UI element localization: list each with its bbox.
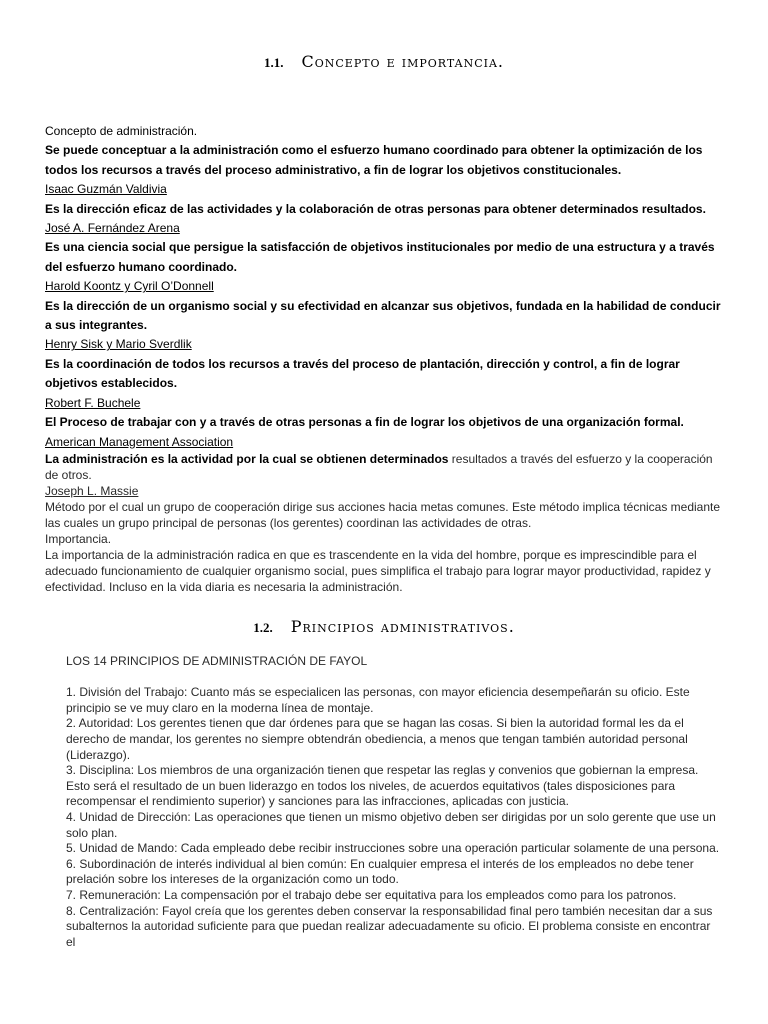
- principle-item: 6. Subordinación de interés individual al bien común: En cualquier empresa el interés de los empleados no debe tener prelación sobre los intereses de la organización como un todo.: [66, 856, 694, 887]
- ama-rest-text: resultados a través del esfuerzo y la cooperación de otros.: [45, 452, 713, 482]
- principle-item: 2. Autoridad: Los gerentes tienen que dar órdenes para que se hagan las cosas. Si bien la autoridad formal les da el derecho de mandar, los gerentes no siempre obtendrán obediencia, a menos que tengan también autoridad personal (Liderazgo).: [66, 716, 688, 762]
- author-name: Robert F. Buchele: [45, 395, 141, 410]
- definition-text: Es la coordinación de todos los recursos a través del proceso de plantación, dirección y control, a fin de lograr objetivos establecidos.: [45, 356, 680, 391]
- definition-text: Es la dirección de un organismo social y su efectividad en alcanzar sus objetivos, fundada en la habilidad de conducir a sus integrantes.: [45, 298, 721, 333]
- author-name: Henry Sisk y Mario Sverdlik: [45, 337, 192, 352]
- section-number: 1.1.: [263, 55, 284, 70]
- spacer: [66, 670, 720, 686]
- concept-text: Se puede conceptuar a la administración como el esfuerzo humano coordinado para obtener la optimización de los todos los recursos a través del proceso administrativo, a fin de lograr los objetivos constitucionales.: [45, 143, 703, 177]
- definition-text: El Proceso de trabajar con y a través de otras personas a fin de lograr los objetivos de una organización formal.: [45, 415, 684, 430]
- principle-item: 3. Disciplina: Los miembros de una organización tienen que respetar las reglas y convenios que gobiernan la empresa. Esto será el resultado de un buen liderazgo en todos los niveles, de acuerdos equitativos (tales disposiciones para recompensar el rendimiento superior) y sanciones para las infracciones, aplicadas con justicia.: [66, 763, 699, 809]
- definitions-block: [45, 122, 725, 452]
- section-title: Concepto e importancia.: [301, 52, 504, 71]
- principles-heading: LOS 14 PRINCIPIOS DE ADMINISTRACIÓN DE FAYOL: [66, 654, 368, 668]
- importance-text: La importancia de la administración radica en que es trascendente en la vida del hombre, porque es imprescindible para el adecuado funcionamiento de cualquier organismo social, pues simplifica el trabajo para lograr mayor productividad, rapidez y efectividad. Incluso en la vida diaria es necesaria la administración.: [45, 548, 711, 594]
- section-heading-2: [0, 617, 768, 637]
- concept-label: Concepto de administración.: [45, 124, 198, 138]
- author-name: Isaac Guzmán Valdivia: [45, 182, 167, 197]
- author-name: José A. Fernández Arena: [45, 221, 180, 236]
- principle-item: 1. División del Trabajo: Cuanto más se especialicen las personas, con mayor eficiencia desempeñarán su oficio. Este principio se ve muy claro en la moderna línea de montaje.: [66, 685, 690, 715]
- section-number: 1.2.: [253, 620, 273, 635]
- principle-item: 5. Unidad de Mando: Cada empleado debe recibir instrucciones sobre una operación particular solamente de una persona.: [66, 841, 720, 856]
- definition-text: Es una ciencia social que persigue la satisfacción de objetivos institucionales por medio de una estructura y a través del esfuerzo humano coordinado.: [45, 240, 715, 274]
- section-title: Principios administrativos.: [290, 617, 515, 636]
- massie-text: Método por el cual un grupo de cooperación dirige sus acciones hacia metas comunes. Este método implica técnicas mediante las cuales un grupo principal de personas (los gerentes) coordinan las actividades de otras.: [45, 500, 721, 530]
- ama-definition: [45, 451, 725, 483]
- ama-bold-text: La administración es la actividad por la cual se obtienen determinados: [45, 452, 449, 466]
- author-name: American Management Association: [45, 434, 234, 449]
- importance-label: Importancia.: [45, 532, 112, 546]
- principle-item: 8. Centralización: Fayol creía que los gerentes deben conservar la responsabilidad final pero también necesitan dar a sus subalternos la autoridad suficiente para que puedan realizar adecuadamente su oficio. El problema consiste en encontrar el: [66, 903, 713, 949]
- importance-block: [45, 451, 725, 595]
- definition-text: Es la dirección eficaz de las actividades y la colaboración de otras personas para obtener determinados resultados.: [45, 201, 706, 216]
- section-heading-1: [0, 52, 768, 72]
- principle-item: 7. Remuneración: La compensación por el trabajo debe ser equitativa para los empleados como para los patronos.: [66, 887, 677, 902]
- author-name: Joseph L. Massie: [45, 484, 139, 498]
- principle-item: 4. Unidad de Dirección: Las operaciones que tienen un mismo objetivo deben ser dirigidas por un solo gerente que use un solo plan.: [66, 809, 716, 840]
- author-name: Harold Koontz y Cyril O’Donnell: [45, 279, 214, 294]
- principles-block: [66, 654, 720, 950]
